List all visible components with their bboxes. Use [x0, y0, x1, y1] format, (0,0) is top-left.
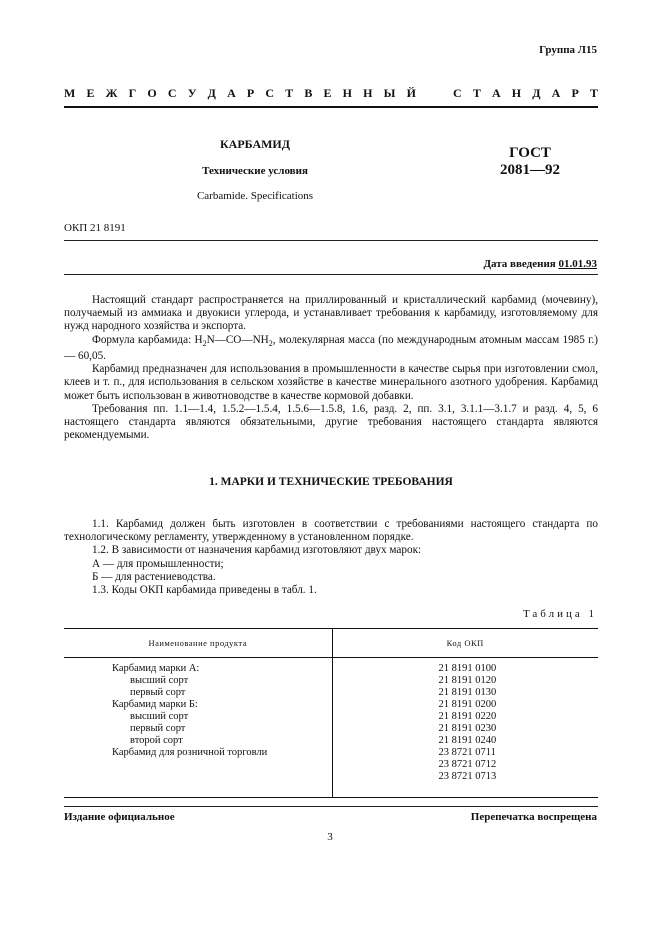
footer-official-edition: Издание официальное [64, 811, 175, 823]
table-cell-name: высший сорт [130, 675, 189, 686]
formula-paragraph: Формула карбамида: $H_2N—CO—NH_2$, молекулярная масса (по международным атомным массам 1985 г.) — 60,05. [64, 333, 598, 363]
table-header [64, 628, 598, 658]
gost-designation [490, 145, 570, 179]
standard-type-heading [64, 86, 598, 101]
standard-type-word: С Т А Н Д А Р Т [453, 86, 598, 100]
document-title: КАРБАМИД [219, 137, 291, 151]
table-cell-name: второй сорт [130, 735, 183, 746]
table-cell-name: первый сорт [130, 687, 186, 698]
table-cell-code: 21 8191 0230 [438, 723, 497, 734]
gost-label: ГОСТ [509, 145, 551, 161]
okp-divider [64, 240, 598, 241]
table-cell-code: 21 8191 0100 [438, 663, 497, 674]
intro-paragraph: Настоящий стандарт распространяется на приллированный и кристаллический карбамид (мочевину), получаемый из аммиака и двуокиси углерода, и устанавливает требования к карбамиду, изготовляемому для нужд народного хозяйства и экспорта. [64, 294, 598, 333]
section-paragraph: 1.1. Карбамид должен быть изготовлен в соответствии с требованиями настоящего стандарта по технологическому регламенту, утвержденному в установленном порядке. [64, 518, 598, 544]
table-cell-code: 21 8191 0220 [438, 711, 497, 722]
footer-reprint-notice: Перепечатка воспрещена [470, 811, 597, 823]
intro-date [483, 258, 597, 270]
document-subtitle: Технические условия [202, 165, 308, 177]
column-header-code: Код ОКП [446, 638, 484, 648]
page-number: 3 [327, 831, 333, 843]
table-cell-name: Карбамид марки А: [112, 663, 200, 674]
okp-code-column [333, 658, 599, 797]
group-label: Группа Л15 [539, 44, 597, 56]
section-paragraph: 1.2. В зависимости от назначения карбамид изготовляют двух марок: [92, 544, 422, 557]
date-divider [64, 274, 598, 275]
standard-type-word: М Е Ж Г О С У Д А Р С Т В Е Н Н Ы Й [64, 86, 416, 100]
table-cell-code: 23 8721 0713 [438, 771, 497, 782]
table-cell-name: первый сорт [130, 723, 186, 734]
okp-code: ОКП 21 8191 [64, 222, 126, 234]
header-divider [64, 106, 598, 108]
intro-date-label: Дата введения [483, 258, 556, 270]
table-cell-code: 21 8191 0240 [438, 735, 497, 746]
footer-divider [64, 806, 598, 807]
table-cell-name: Карбамид марки Б: [112, 699, 198, 710]
table-cell-name: Карбамид для розничной торговли [112, 747, 268, 758]
section-text [64, 518, 598, 597]
table-cell-code: 23 8721 0712 [438, 759, 497, 770]
intro-text [64, 294, 598, 442]
table-cell-code: 21 8191 0130 [438, 687, 497, 698]
section-paragraph: Б — для растениеводства. [92, 570, 216, 583]
english-title: Carbamide. Specifications [196, 190, 314, 202]
table-body [64, 658, 598, 798]
table-caption: Таблица 1 [522, 608, 597, 620]
section-paragraph: А — для промышленности; [92, 557, 224, 570]
table-cell-code: 21 8191 0120 [438, 675, 497, 686]
intro-paragraph: Карбамид предназначен для использования в промышленности в качестве сырья при изготовлении смол, клеев и т. п., для использования в сельском хозяйстве в качестве минерального азотного удобрения. Карбамид может быть использован в животноводстве в качестве кормовой добавки. [64, 363, 598, 402]
section-heading: 1. МАРКИ И ТЕХНИЧЕСКИЕ ТРЕБОВАНИЯ [209, 476, 453, 488]
table-cell-code: 23 8721 0711 [438, 747, 496, 758]
product-name-column [64, 658, 333, 797]
column-header-name: Наименование продукта [64, 629, 333, 657]
gost-number: 2081—92 [500, 162, 560, 178]
table-cell-code: 21 8191 0200 [438, 699, 497, 710]
section-paragraph: 1.3. Коды ОКП карбамида приведены в табл. 1. [92, 584, 317, 597]
intro-paragraph: Требования пп. 1.1—1.4, 1.5.2—1.5.4, 1.5.6—1.5.8, 1.6, разд. 2, пп. 3.1, 3.1.1—3.1.7 и разд. 4, 5, 6 настоящего стандарта являются обязательными, другие требования настоящего стандарта являются рекомендуемыми. [64, 402, 598, 442]
table-cell-name: высший сорт [130, 711, 189, 722]
intro-date-value: 01.01.93 [558, 258, 597, 270]
okp-table [64, 628, 598, 798]
